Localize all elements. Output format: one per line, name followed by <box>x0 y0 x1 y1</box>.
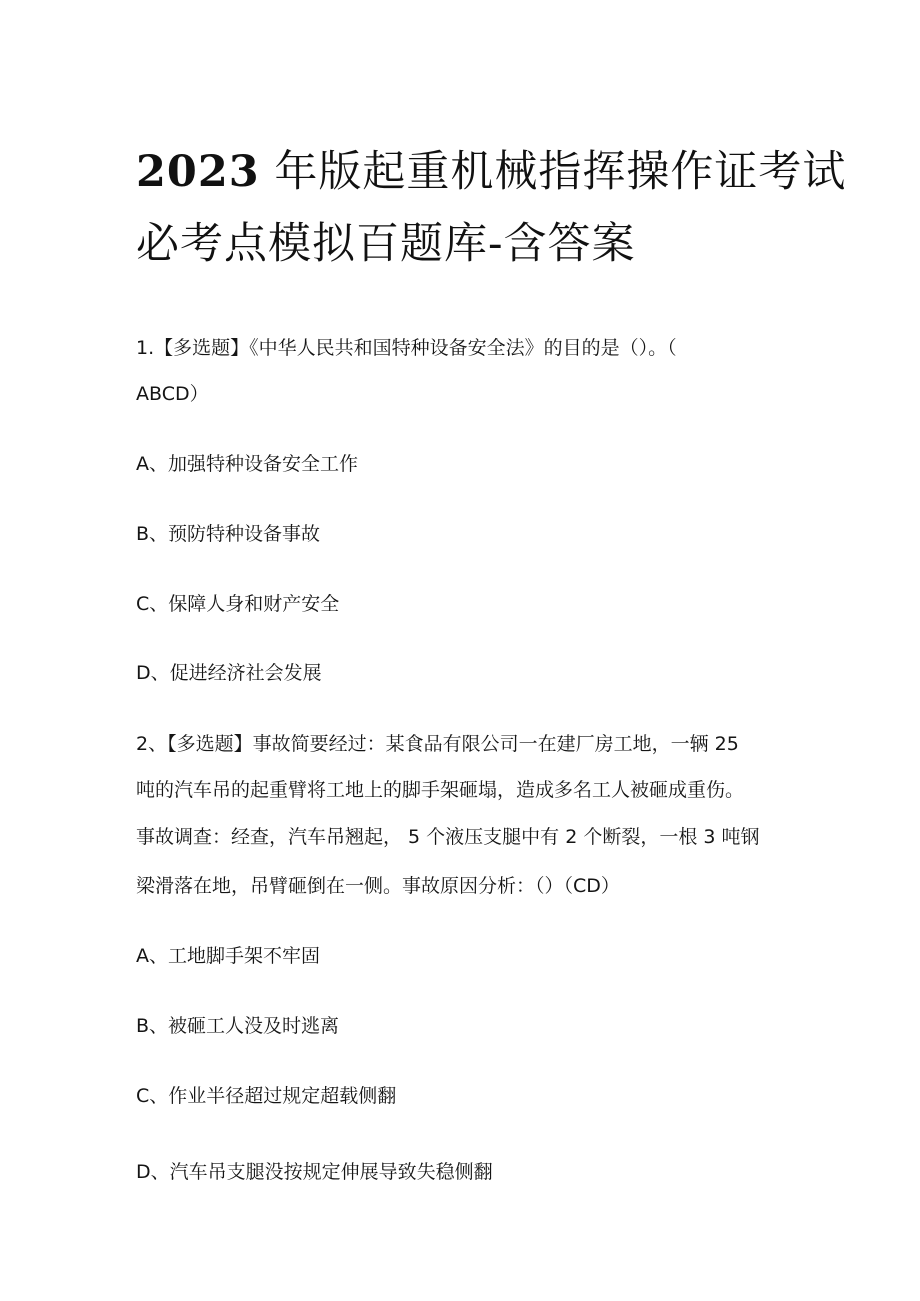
question-2-option-a: A、工地脚手架不牢固 <box>136 945 320 967</box>
question-2-stem-line-2: 吨的汽车吊的起重臂将工地上的脚手架砸塌，造成多名工人被砸成重伤。 <box>136 779 745 801</box>
question-2-stem-line-4: 梁滑落在地，吊臂砸倒在一侧。事故原因分析：（）（CD） <box>136 875 620 897</box>
document-title-line-2: 必考点模拟百题库-含答案 <box>136 219 636 269</box>
question-2-option-c: C、作业半径超过规定超载侧翻 <box>136 1085 397 1107</box>
question-1-stem-line-2: ABCD） <box>136 383 209 405</box>
question-1-option-a: A、加强特种设备安全工作 <box>136 453 358 475</box>
question-2-stem-line-1: 2、【多选题】事故简要经过：某食品有限公司一在建厂房工地，一辆 25 <box>136 733 739 755</box>
question-2-option-b: B、被砸工人没及时逃离 <box>136 1015 340 1037</box>
document-title-line-1 <box>136 138 846 199</box>
question-2-stem-line-3: 事故调查：经查，汽车吊翘起， 5 个液压支腿中有 2 个断裂，一根 3 吨钢 <box>136 826 760 848</box>
title-line-1-text: 年版起重机械指挥操作证考试 <box>259 147 847 197</box>
title-year: 2023 <box>136 147 260 197</box>
question-1-option-b: B、预防特种设备事故 <box>136 523 321 545</box>
question-2-option-d: D、汽车吊支腿没按规定伸展导致失稳侧翻 <box>136 1161 493 1183</box>
question-1-stem-line-1: 1.【多选题】《中华人民共和国特种设备安全法》的目的是（）。（ <box>136 337 677 359</box>
question-1-option-c: C、保障人身和财产安全 <box>136 593 340 615</box>
question-1-option-d: D、促进经济社会发展 <box>136 662 322 684</box>
